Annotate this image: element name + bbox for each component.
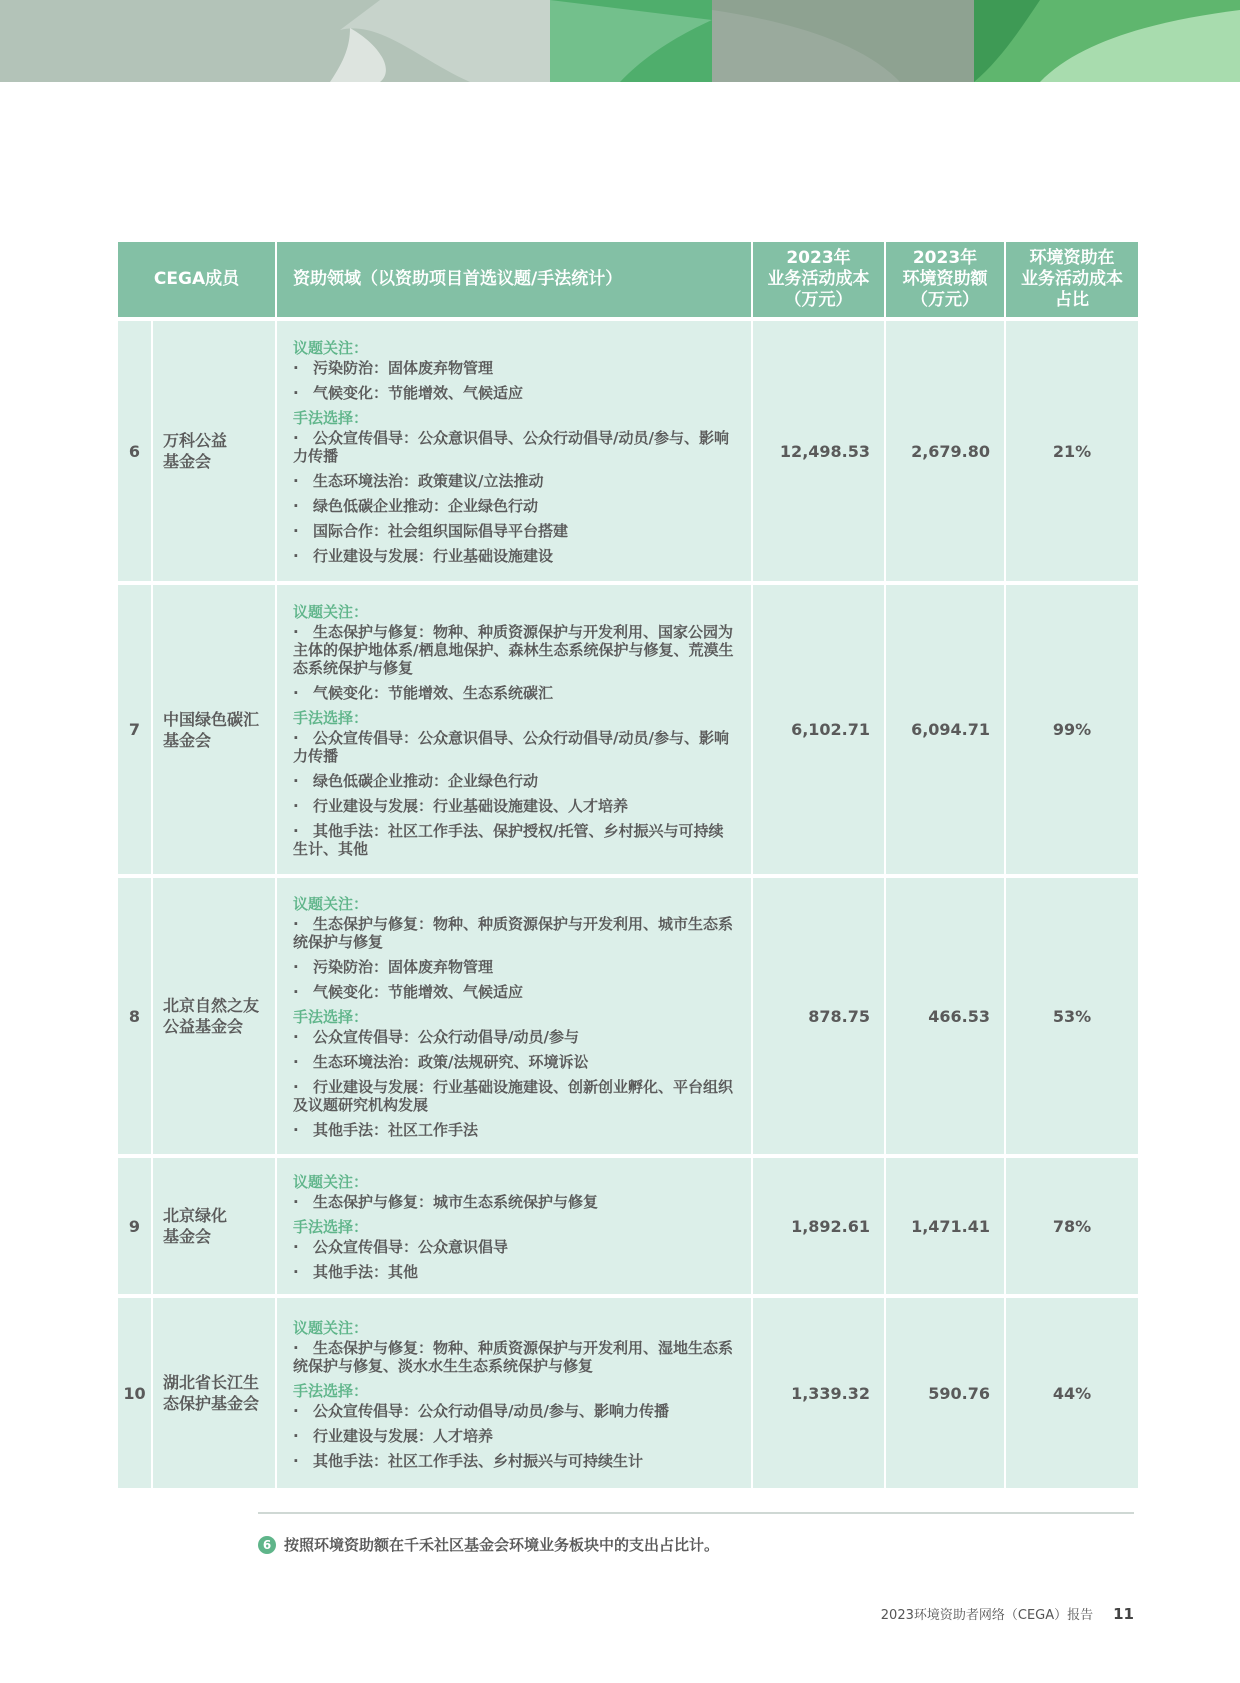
list-item-text: 行业建设与发展：人才培养 [313, 1426, 494, 1445]
section-label: 议题关注： [293, 1173, 369, 1191]
list-item-text: 公众宣传倡导：公众意识倡导 [313, 1238, 509, 1256]
list-item [293, 684, 735, 702]
header-domain: 资助领域（以资助项目首选议题/手法统计） [277, 242, 751, 317]
list-item-text: 公众宣传倡导：公众行动倡导/动员/参与、影响力传播 [313, 1401, 669, 1420]
section-label: 手法选择： [293, 1381, 369, 1400]
header-cost-label: 2023年 业务活动成本 （万元） [767, 248, 870, 310]
list-item [293, 1402, 735, 1420]
list-item [293, 1078, 735, 1114]
grant-amount-value: 590.76 [886, 1298, 1004, 1488]
list-item-text: 其他手法：其他 [313, 1263, 419, 1281]
list-item [293, 1028, 735, 1046]
funding-domain [277, 1298, 751, 1488]
section-label: 议题关注： [293, 895, 369, 913]
table-header-row [118, 242, 1138, 317]
list-item-text: 生态保护与修复：物种、种质资源保护与开发利用、国家公园为主体的保护地体系/栖息地保护、森林生态系统保护与修复、荒漠生态系统保护与修复 [293, 623, 734, 677]
list-item [293, 915, 735, 951]
bullet-icon: · [293, 547, 299, 565]
bullet-icon: · [293, 1426, 299, 1445]
page-number: 11 [1113, 1605, 1134, 1623]
bullet-icon: · [293, 684, 299, 702]
member-name: 中国绿色碳汇 基金会 [153, 585, 275, 874]
section-label: 议题关注： [293, 339, 369, 357]
header-member: CEGA成员 [118, 242, 275, 317]
section-label: 手法选择： [293, 709, 369, 727]
grant-amount-value: 2,679.80 [886, 321, 1004, 581]
bullet-icon: · [293, 797, 299, 815]
list-item-text: 其他手法：社区工作手法、保护授权/托管、乡村振兴与可持续生计、其他 [293, 822, 724, 858]
table-row [118, 1158, 1138, 1294]
list-item-text: 行业建设与发展：行业基础设施建设 [313, 547, 554, 565]
list-item [293, 822, 735, 858]
list-item [293, 547, 735, 565]
member-name: 万科公益 基金会 [153, 321, 275, 581]
bullet-icon: · [293, 1078, 299, 1096]
list-item [293, 1339, 735, 1375]
header-grant-label: 2023年 环境资助额 （万元） [902, 248, 988, 310]
member-name: 北京自然之友 公益基金会 [153, 878, 275, 1154]
list-item [293, 429, 735, 465]
row-number: 10 [118, 1298, 151, 1488]
table-row [118, 878, 1138, 1154]
table-row [118, 321, 1138, 581]
bullet-icon: · [293, 1121, 299, 1139]
list-item [293, 1053, 735, 1071]
section-label: 议题关注： [293, 1318, 369, 1337]
list-item [293, 797, 735, 815]
activity-cost-value: 1,339.32 [753, 1298, 884, 1488]
list-item [293, 1263, 735, 1281]
grant-amount-value: 466.53 [886, 878, 1004, 1154]
list-item-text: 气候变化：节能增效、气候适应 [313, 983, 524, 1001]
list-item-text: 绿色低碳企业推动：企业绿色行动 [313, 497, 539, 515]
bullet-icon: · [293, 384, 299, 402]
list-item-text: 其他手法：社区工作手法 [313, 1121, 479, 1139]
header-banner-image [0, 0, 1240, 82]
list-item [293, 983, 735, 1001]
bullet-icon: · [293, 1028, 299, 1046]
list-item-text: 国际合作：社会组织国际倡导平台搭建 [313, 522, 569, 540]
list-item [293, 1193, 735, 1211]
header-ratio [1006, 242, 1138, 317]
grant-amount-value: 1,471.41 [886, 1158, 1004, 1294]
list-item [293, 359, 735, 377]
bullet-icon: · [293, 1451, 299, 1470]
header-ratio-label: 环境资助在 业务活动成本 占比 [1021, 248, 1124, 310]
list-item [293, 384, 735, 402]
footnote-divider [258, 1512, 1134, 1514]
list-item-text: 其他手法：社区工作手法、乡村振兴与可持续生计 [313, 1451, 644, 1470]
header-cost [753, 242, 884, 317]
row-number: 7 [118, 585, 151, 874]
section-label: 议题关注： [293, 603, 369, 621]
bullet-icon: · [293, 1193, 299, 1211]
row-number: 8 [118, 878, 151, 1154]
list-item [293, 772, 735, 790]
list-item [293, 472, 735, 490]
list-item [293, 497, 735, 515]
bullet-icon: · [293, 623, 299, 641]
footnote [258, 1534, 719, 1555]
section-label: 手法选择： [293, 409, 369, 427]
table-row [118, 585, 1138, 874]
member-name: 北京绿化 基金会 [153, 1158, 275, 1294]
activity-cost-value: 878.75 [753, 878, 884, 1154]
list-item [293, 1452, 735, 1470]
list-item-text: 公众宣传倡导：公众行动倡导/动员/参与 [313, 1028, 579, 1046]
bullet-icon: · [293, 983, 299, 1001]
list-item [293, 1121, 735, 1139]
row-number: 9 [118, 1158, 151, 1294]
list-item-text: 生态环境法治：政策建议/立法推动 [313, 472, 544, 490]
list-item-text: 公众宣传倡导：公众意识倡导、公众行动倡导/动员/参与、影响力传播 [293, 429, 729, 465]
bullet-icon: · [293, 472, 299, 490]
list-item-text: 绿色低碳企业推动：企业绿色行动 [313, 772, 539, 790]
member-funding-table [116, 238, 1140, 1492]
page-footer [881, 1604, 1134, 1623]
list-item-text: 生态保护与修复：城市生态系统保护与修复 [313, 1193, 599, 1211]
grant-ratio-value: 53% [1006, 878, 1138, 1154]
list-item-text: 公众宣传倡导：公众意识倡导、公众行动倡导/动员/参与、影响力传播 [293, 729, 729, 765]
footnote-text: 按照环境资助额在千禾社区基金会环境业务板块中的支出占比计。 [284, 1536, 720, 1554]
table-row [118, 1298, 1138, 1488]
bullet-icon: · [293, 497, 299, 515]
list-item-text: 气候变化：节能增效、气候适应 [313, 384, 524, 402]
bullet-icon: · [293, 1263, 299, 1281]
list-item [293, 623, 735, 677]
funding-domain [277, 878, 751, 1154]
bullet-icon: · [293, 822, 299, 840]
list-item-text: 生态环境法治：政策/法规研究、环境诉讼 [313, 1053, 589, 1071]
bullet-icon: · [293, 958, 299, 976]
activity-cost-value: 6,102.71 [753, 585, 884, 874]
grant-ratio-value: 78% [1006, 1158, 1138, 1294]
funding-domain [277, 585, 751, 874]
list-item-text: 污染防治：固体废弃物管理 [313, 958, 494, 976]
grant-ratio-value: 99% [1006, 585, 1138, 874]
bullet-icon: · [293, 772, 299, 790]
grant-ratio-value: 44% [1006, 1298, 1138, 1488]
bullet-icon: · [293, 729, 299, 747]
section-label: 手法选择： [293, 1008, 369, 1026]
header-grant [886, 242, 1004, 317]
list-item [293, 1427, 735, 1445]
section-label: 手法选择： [293, 1218, 369, 1236]
bullet-icon: · [293, 915, 299, 933]
funding-domain [277, 321, 751, 581]
bullet-icon: · [293, 429, 299, 447]
bullet-icon: · [293, 522, 299, 540]
grant-amount-value: 6,094.71 [886, 585, 1004, 874]
bullet-icon: · [293, 1338, 299, 1357]
list-item [293, 522, 735, 540]
activity-cost-value: 12,498.53 [753, 321, 884, 581]
grant-ratio-value: 21% [1006, 321, 1138, 581]
list-item-text: 污染防治：固体废弃物管理 [313, 359, 494, 377]
list-item-text: 行业建设与发展：行业基础设施建设、人才培养 [313, 797, 629, 815]
funding-domain [277, 1158, 751, 1294]
bullet-icon: · [293, 359, 299, 377]
footnote-marker: 6 [258, 1536, 276, 1554]
bullet-icon: · [293, 1053, 299, 1071]
list-item-text: 行业建设与发展：行业基础设施建设、创新创业孵化、平台组织及议题研究机构发展 [293, 1078, 734, 1114]
list-item [293, 958, 735, 976]
member-name: 湖北省长江生 态保护基金会 [153, 1298, 275, 1488]
list-item-text: 生态保护与修复：物种、种质资源保护与开发利用、湿地生态系统保护与修复、淡水水生生态系统保护与修复 [293, 1338, 734, 1375]
bullet-icon: · [293, 1401, 299, 1420]
list-item [293, 729, 735, 765]
bullet-icon: · [293, 1238, 299, 1256]
list-item-text: 生态保护与修复：物种、种质资源保护与开发利用、城市生态系统保护与修复 [293, 915, 734, 951]
report-title: 2023环境资助者网络（CEGA）报告 [880, 1608, 1094, 1623]
list-item-text: 气候变化：节能增效、生态系统碳汇 [313, 684, 554, 702]
activity-cost-value: 1,892.61 [753, 1158, 884, 1294]
row-number: 6 [118, 321, 151, 581]
list-item [293, 1238, 735, 1256]
